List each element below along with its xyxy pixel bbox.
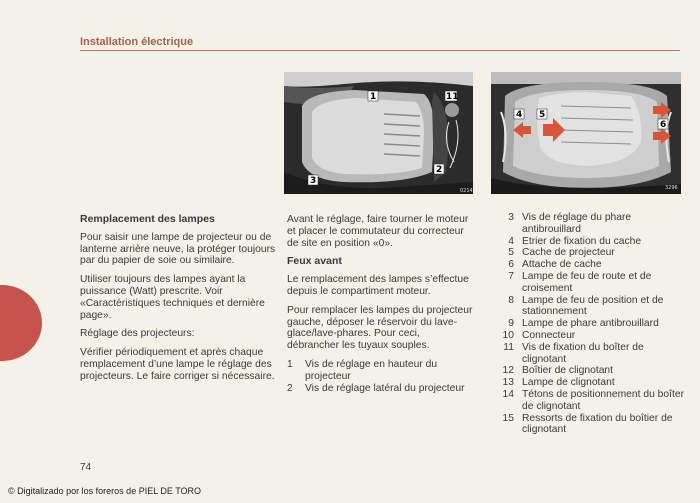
list-item-number: 15 xyxy=(502,412,514,424)
list-item-text: Etrier de fixation du cache xyxy=(522,235,642,247)
list-item-text: Boîtier de clignotant xyxy=(522,365,614,377)
heading-feux-avant: Feux avant xyxy=(287,255,342,268)
paragraph-verifier: Vérifier périodiquement et après chaque remplacement d’une lampe le réglage des projecteurs. Le faire corriger si nécessaire. xyxy=(80,347,275,382)
list-item xyxy=(494,236,684,248)
legend-list-part2 xyxy=(494,212,684,436)
photo-code-right: 3296 xyxy=(665,185,678,191)
list-item-text: Attache de cache xyxy=(522,259,602,271)
list-item-text: Connecteur xyxy=(522,329,576,341)
list-item-number: 7 xyxy=(508,270,514,282)
list-item xyxy=(494,330,684,342)
list-item-number: 14 xyxy=(502,388,514,400)
list-item-text: Vis de réglage latéral du projecteur xyxy=(305,382,465,394)
paragraph-saisir-lampe: Pour saisir une lampe de projecteur ou de lanterne arrière neuve, la protéger toujours par du papier de soie ou similaire. xyxy=(80,231,276,267)
list-item-text: Lampe de feu de route et de croisement xyxy=(522,270,652,294)
list-item-number: 5 xyxy=(508,247,514,259)
callout-5: 5 xyxy=(539,110,546,120)
list-item xyxy=(494,389,684,413)
list-item-text: Lampe de clignotant xyxy=(522,377,615,389)
photo-headlamp-left xyxy=(284,72,473,194)
list-item xyxy=(494,413,684,437)
list-item-text: Tétons de positionnement du boîter de clignotant xyxy=(522,388,684,412)
list-item-number: 3 xyxy=(508,212,514,223)
list-item-number: 11 xyxy=(503,341,514,353)
list-item xyxy=(494,342,684,366)
list-item-text: Vis de fixation du boîter de clignotant xyxy=(522,341,644,365)
column-front-lights xyxy=(287,214,474,394)
list-item-number: 10 xyxy=(502,329,514,341)
list-item xyxy=(494,295,684,319)
callout-3: 3 xyxy=(310,176,317,186)
list-item-number: 2 xyxy=(287,382,293,394)
paragraph-remplacement-compartiment: Le remplacement des lampes s’effectue depuis le compartiment moteur. xyxy=(287,274,469,297)
list-item xyxy=(287,383,474,395)
column-legend xyxy=(494,212,684,436)
heading-remplacement-lampes: Remplacement des lampes xyxy=(80,213,215,225)
list-item-number: 4 xyxy=(508,235,514,247)
red-page-tab xyxy=(0,285,42,361)
list-item xyxy=(494,259,684,271)
list-item xyxy=(494,318,684,330)
callout-2: 2 xyxy=(436,165,443,175)
list-item xyxy=(494,271,684,295)
list-item-text: Vis de réglage en hauteur du projecteur xyxy=(305,358,438,382)
callout-4: 4 xyxy=(516,110,523,120)
list-item-number: 8 xyxy=(508,294,514,306)
list-item-number: 1 xyxy=(287,358,293,370)
list-item xyxy=(494,212,684,236)
list-item-text: Lampe de feu de position et de stationnement xyxy=(522,294,664,318)
page-number: 74 xyxy=(80,462,92,473)
legend-list-part1 xyxy=(287,359,474,394)
photo-code-left: 0214 xyxy=(460,188,473,194)
list-item-text: Lampe de phare antibrouillard xyxy=(522,318,659,330)
list-item-number: 6 xyxy=(508,259,514,271)
callout-6: 6 xyxy=(660,120,667,130)
list-item-number: 12 xyxy=(502,365,514,377)
list-item xyxy=(494,247,684,259)
list-item-text: Cache de projecteur xyxy=(522,247,615,259)
callout-11: 11 xyxy=(446,92,459,102)
list-item-text: Vis de réglage du phare antibrouillard xyxy=(522,212,632,235)
section-header: Installation électrique xyxy=(80,36,194,48)
list-item xyxy=(494,377,684,389)
column-lamp-replacement xyxy=(80,214,280,383)
paragraph-puissance: Utiliser toujours des lampes ayant la puissance (Watt) prescrite. Voir «Caractéristiques techniques et dernière page». xyxy=(80,274,265,321)
list-item-number: 13 xyxy=(502,377,514,389)
photo-headlamp-cover xyxy=(491,72,681,194)
watermark-credit: © Digitalizado por los foreros de PIEL DE TORO xyxy=(8,486,202,496)
list-item-text: Ressorts de fixation du boîtier de clignotant xyxy=(522,412,673,436)
list-item xyxy=(494,365,684,377)
header-rule xyxy=(80,50,680,51)
list-item-number: 9 xyxy=(508,318,514,330)
paragraph-avant-reglage: Avant le réglage, faire tourner le moteur et placer le commutateur du correcteur de site en position «0». xyxy=(287,214,469,249)
paragraph-projecteur-gauche: Pour remplacer les lampes du projecteur gauche, déposer le réservoir du lave-glace/lave-phares. Pour ceci, débrancher les tuyaux souples. xyxy=(287,304,473,352)
list-item xyxy=(287,359,474,383)
paragraph-reglage-title: Réglage des projecteurs: xyxy=(80,328,195,340)
callout-1: 1 xyxy=(370,92,377,102)
